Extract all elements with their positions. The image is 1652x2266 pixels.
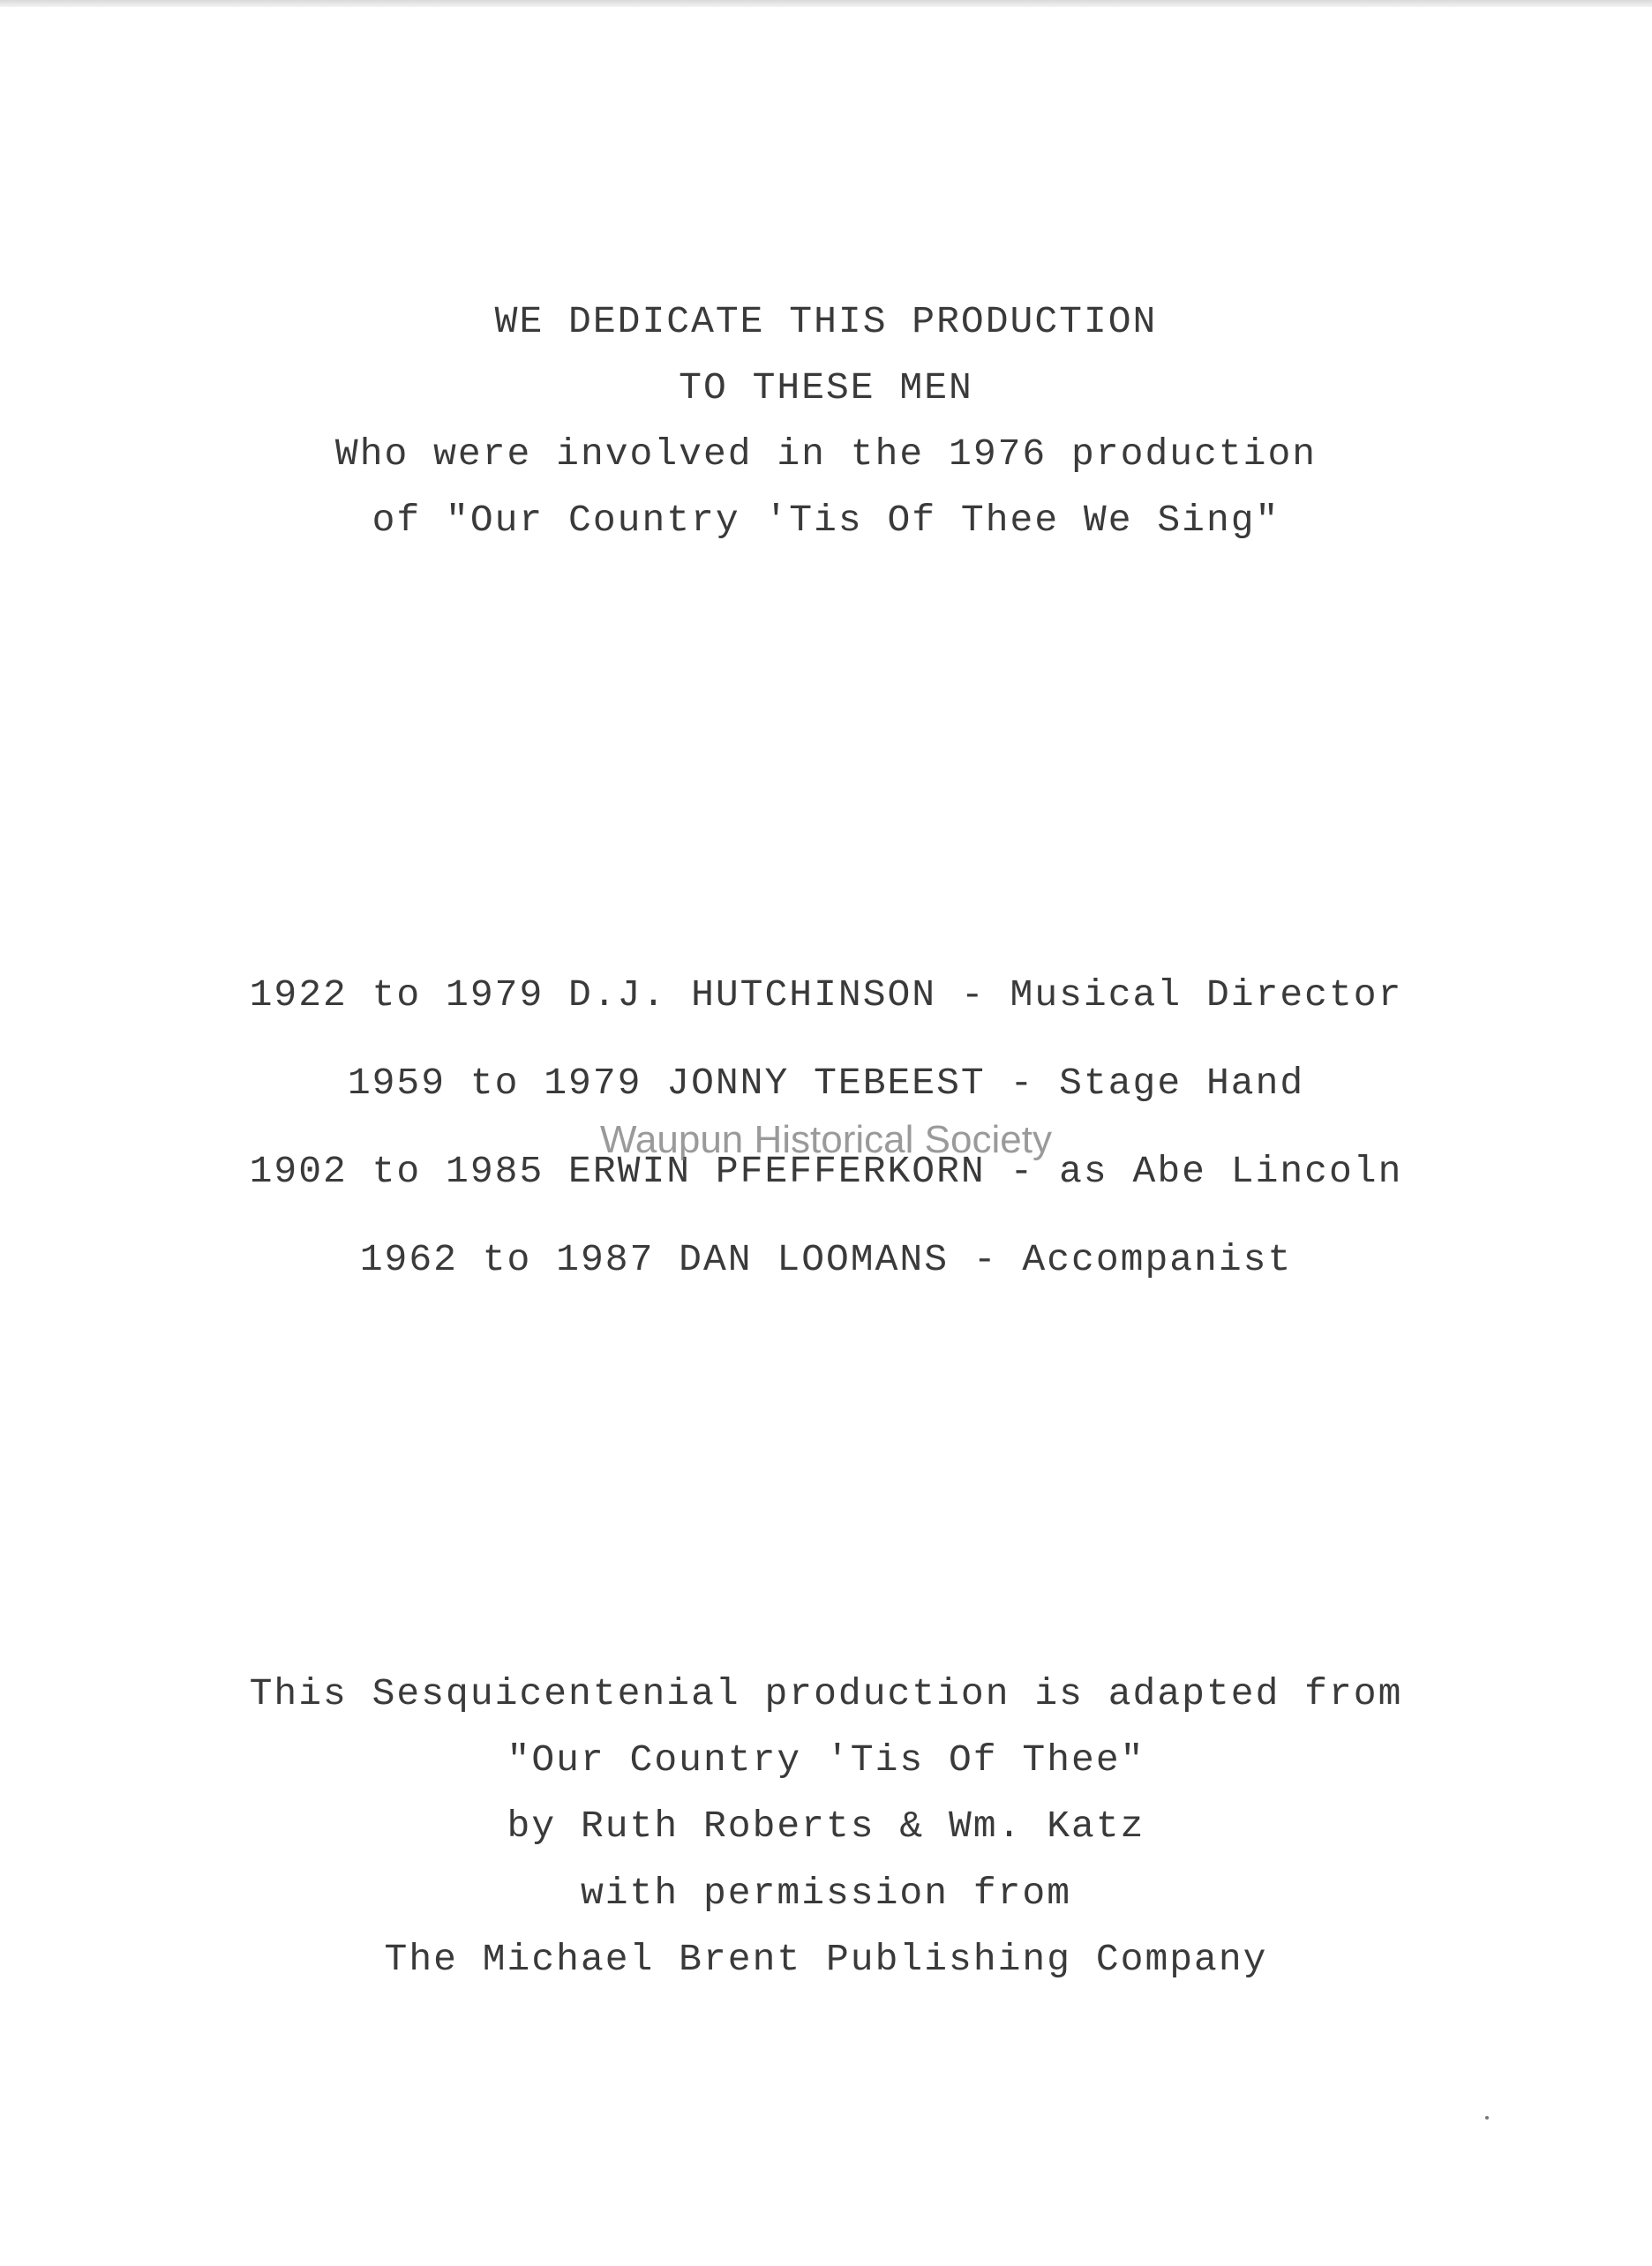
dedication-subtitle-line-2: of "Our Country 'Tis Of Thee We Sing" [372, 499, 1280, 542]
honoree-loomans: 1962 to 1987 DAN LOOMANS - Accompanist [359, 1238, 1293, 1281]
honoree-hutchinson: 1922 to 1979 D.J. HUTCHINSON - Musical Director [249, 973, 1403, 1017]
dedication-heading-line-2: TO THESE MEN [679, 366, 973, 409]
credits-line-3: by Ruth Roberts & Wm. Katz [507, 1805, 1145, 1848]
paper-speck [1485, 2116, 1489, 2120]
honoree-pfefferkorn: 1902 to 1985 ERWIN PFEFFERKORN - as Abe Lincoln [249, 1150, 1403, 1193]
page-top-edge [0, 0, 1652, 7]
dedication-heading-line-1: WE DEDICATE THIS PRODUCTION [494, 300, 1158, 343]
credits-line-1: This Sesquicentenial production is adapted from [249, 1672, 1403, 1715]
credits-line-2: "Our Country 'Tis Of Thee" [507, 1738, 1145, 1782]
honoree-tebeest: 1959 to 1979 JONNY TEBEEST - Stage Hand [347, 1062, 1305, 1105]
credits-line-5: The Michael Brent Publishing Company [384, 1938, 1268, 1981]
dedication-subtitle-line-1: Who were involved in the 1976 production [334, 432, 1318, 476]
watermark: Waupun Historical Society [600, 1118, 1052, 1161]
credits-line-4: with permission from [580, 1872, 1072, 1915]
